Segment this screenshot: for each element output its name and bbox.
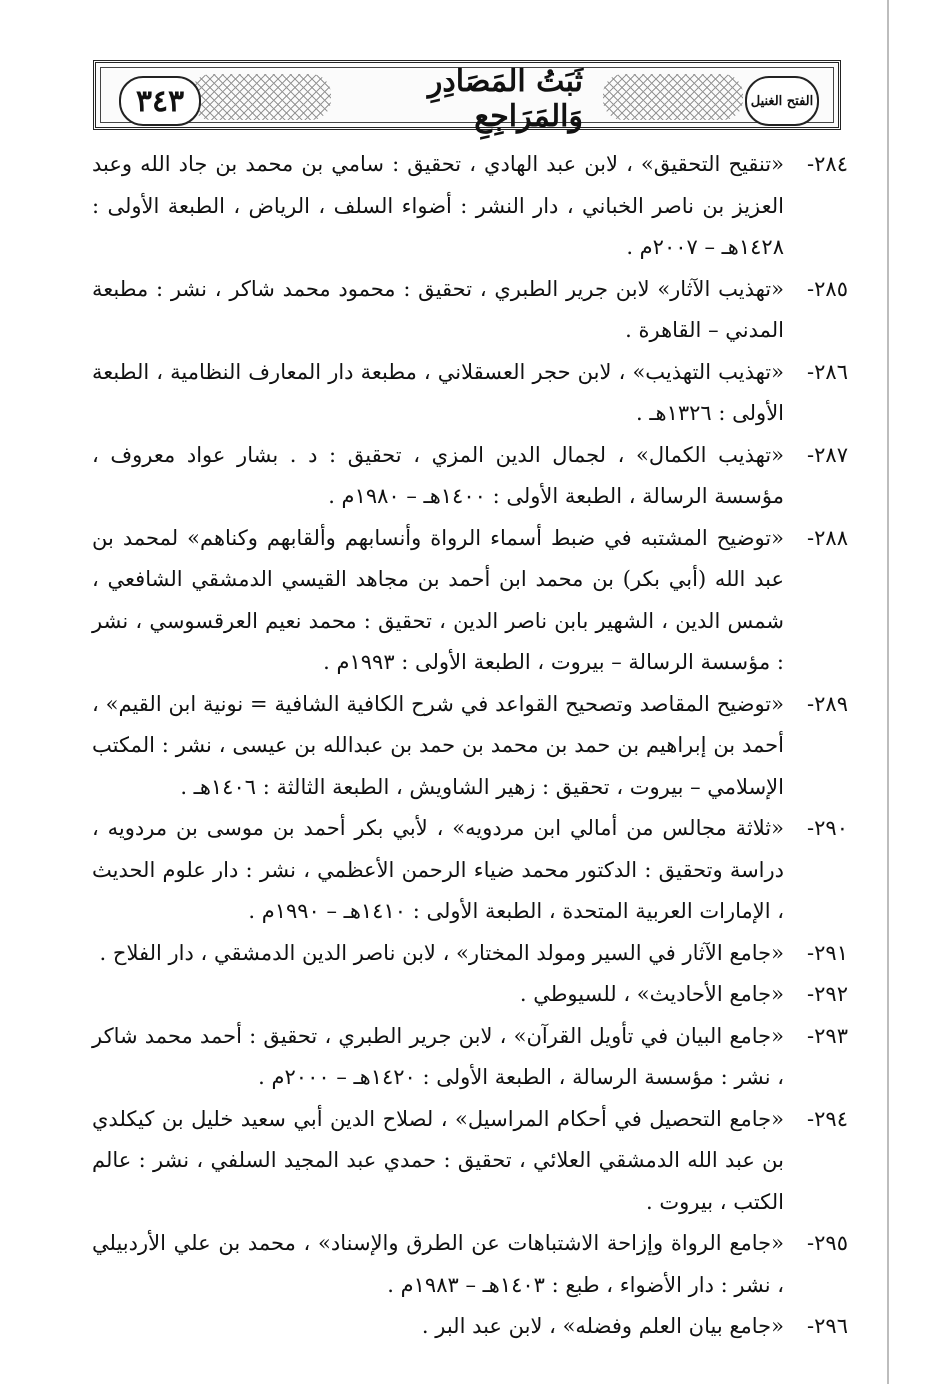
entry-text: «تهذيب الآثار» لابن جرير الطبري ، تحقيق : محمود محمد شاكر ، نشر : مطبعة المدني – القاهرة . [92,276,784,342]
bibliography-list [92,144,848,1348]
entry-number: ٢٨٨- [807,525,848,550]
entry-number: ٢٨٧- [807,442,848,467]
ornament-left [191,74,331,120]
bibliography-entry [92,435,848,518]
entry-text: «تهذيب التهذيب» ، لابن حجر العسقلاني ، مطبعة دار المعارف النظامية ، الطبعة الأولى : ١٣٢٦هـ . [92,359,784,425]
bibliography-entry [92,1306,848,1348]
seal-emblem: الفتح الغنيل [745,76,819,126]
bibliography-entry [92,518,848,684]
entry-number: ٢٨٤- [807,152,848,176]
entry-text: «تنقيح التحقيق» ، لابن عبد الهادي ، تحقيق : سامي بن محمد بن جاد الله وعبد العزيز بن ناصر الخباني ، دار النشر : أضواء السلف ، الرياض ، الطبعة الأولى : ١٤٢٨هـ – ٢٠٠٧م . [92,152,784,259]
bibliography-entry [92,1099,848,1224]
entry-number: ٢٩٤- [807,1106,848,1131]
entry-text: «جامع الأحاديث» ، للسيوطي . [519,982,784,1006]
entry-number: ٢٩١- [807,940,848,965]
running-header [93,60,841,134]
bibliography-entry [92,974,848,1016]
entry-number: ٢٨٥- [807,276,848,301]
entry-number: ٢٩٠- [807,816,848,840]
ornament-right [603,74,743,120]
entry-text: «جامع بيان العلم وفضله» ، لابن عبد البر . [421,1314,784,1338]
entry-text: «توضيح المشتبه في ضبط أسماء الرواة وأنسابهم وألقابهم وكناهم» لمحمد بن عبد الله (أبي بكر) بن محمد ابن أحمد بن مجاهد القيسي الدمشقي الشافعي ، شمس الدين ، الشهير بابن ناصر الدين ، تحقيق : محمد نعيم العرقسوسي ، نشر : مؤسسة الرسالة – بيروت ، الطبعة الأولى : ١٩٩٣م . [92,525,784,674]
entry-number: ٢٩٦- [807,1314,848,1338]
entry-number: ٢٨٦- [807,359,848,384]
running-title: ثَبَتُ المَصَادِرِ وَالمَرَاجِعِ [351,76,583,122]
entry-number: ٢٩٢- [807,982,848,1006]
bibliography-entry [92,144,848,269]
bibliography-entry [92,352,848,435]
bibliography-entry [92,808,848,933]
bibliography-entry [92,933,848,975]
header-frame [100,64,834,134]
entry-text: «جامع البيان في تأويل القرآن» ، لابن جرير الطبري ، تحقيق : أحمد محمد شاكر ، نشر : مؤسسة الرسالة ، الطبعة الأولى : ١٤٢٠هـ – ٢٠٠٠م . [92,1023,784,1089]
entry-text: «جامع التحصيل في أحكام المراسيل» ، لصلاح الدين أبي سعيد خليل بن كيكلدي بن عبد الله الدمشقي العلائي ، تحقيق : حمدي عبد المجيد السلفي ، نشر : عالم الكتب ، بيروت . [92,1106,784,1214]
entry-number: ٢٨٩- [807,691,848,716]
entry-text: «تهذيب الكمال» ، لجمال الدين المزي ، تحقيق : د . بشار عواد معروف ، مؤسسة الرسالة ، الطبعة الأولى : ١٤٠٠هـ – ١٩٨٠م . [92,442,784,508]
page-edge-line [887,0,889,1384]
entry-number: ٢٩٥- [807,1231,848,1255]
entry-text: «جامع الرواة وإزاحة الاشتباهات عن الطرق والإسناد» ، محمد بن علي الأردبيلي ، نشر : دار الأضواء ، طبع : ١٤٠٣هـ – ١٩٨٣م . [92,1231,784,1297]
entry-text: «ثلاثة مجالس من أمالي ابن مردويه» ، لأبي بكر أحمد بن موسى بن مردويه ، دراسة وتحقيق : الدكتور محمد ضياء الرحمن الأعظمي ، نشر : دار علوم الحديث ، الإمارات العربية المتحدة ، الطبعة الأولى : ١٤١٠هـ – ١٩٩٠م . [92,816,784,923]
entry-text: «توضيح المقاصد وتصحيح القواعد في شرح الكافية الشافية = نونية ابن القيم» ، أحمد بن إبراهيم بن حمد بن محمد بن حمد بن عبدالله بن عيسى ، نشر : المكتب الإسلامي – بيروت ، تحقيق : زهير الشاويش ، الطبعة الثالثة : ١٤٠٦هـ . [92,691,784,799]
bibliography-entry [92,1016,848,1099]
bibliography-entry [92,1223,848,1306]
bibliography-entry [92,684,848,809]
bibliography-entry [92,269,848,352]
entry-text: «جامع الآثار في السير ومولد المختار» ، لابن ناصر الدين الدمشقي ، دار الفلاح . [99,940,784,965]
entry-number: ٢٩٣- [807,1023,848,1048]
page-number: ٣٤٣ [119,76,201,126]
